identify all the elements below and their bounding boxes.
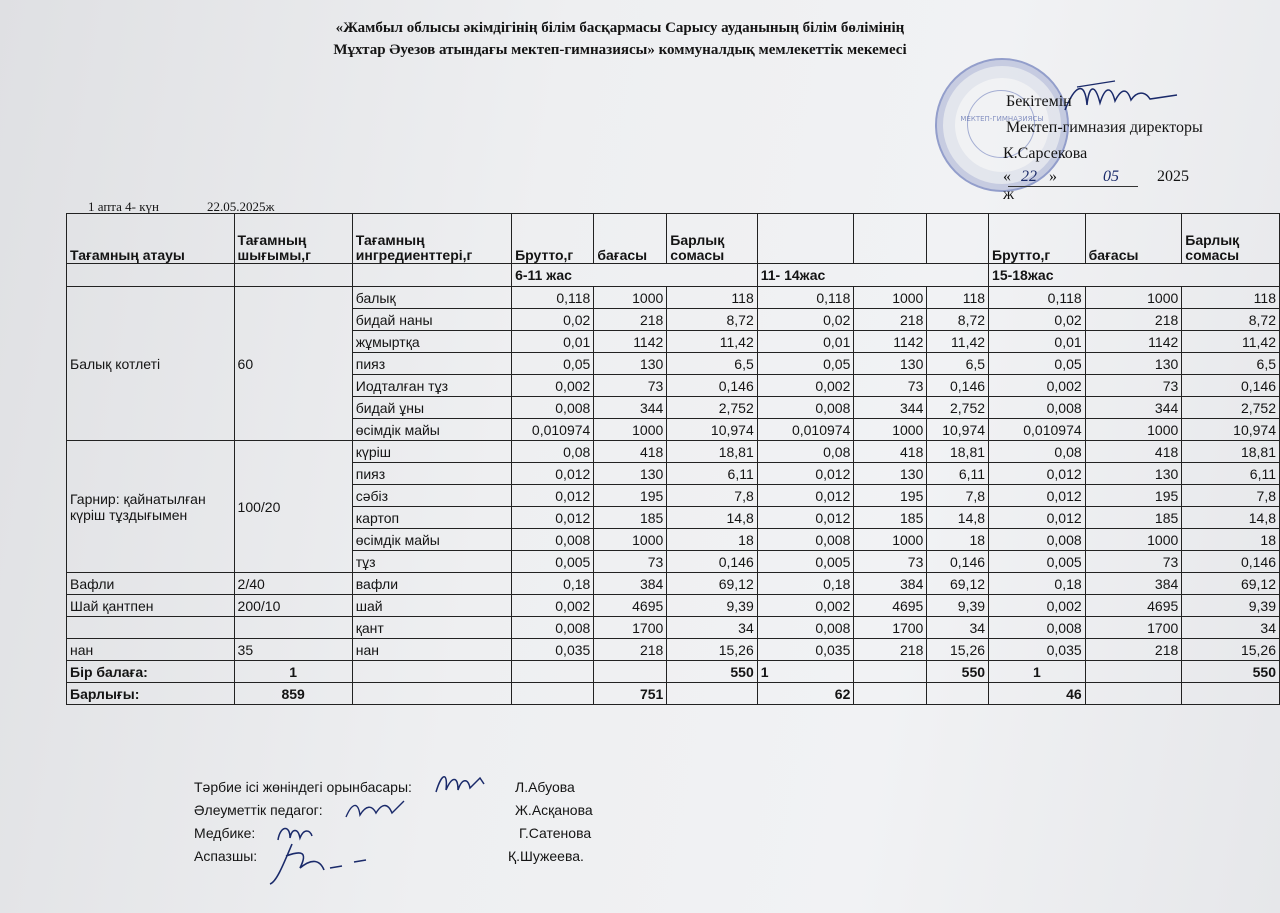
cell-price: 1000 (1085, 419, 1182, 441)
totals-value-1: 751 (594, 683, 667, 705)
cell-total: 11,42 (1182, 331, 1280, 353)
cell-total: 69,12 (1182, 573, 1280, 595)
cell-brutto: 0,012 (757, 463, 854, 485)
header-total-1: Барлық сомасы (667, 214, 757, 264)
date-underline (1008, 186, 1138, 187)
cell-empty (927, 683, 989, 705)
cell-total: 18 (927, 529, 989, 551)
ingredient-name: қант (352, 617, 511, 639)
cell-empty (1182, 683, 1280, 705)
ingredient-name: балық (352, 287, 511, 309)
ingredient-name: тұз (352, 551, 511, 573)
cell-total: 34 (667, 617, 757, 639)
cell-brutto: 0,08 (757, 441, 854, 463)
cell-price: 1142 (854, 331, 927, 353)
cell-brutto: 0,05 (757, 353, 854, 375)
header-price-1: бағасы (594, 214, 667, 264)
cell-brutto: 0,005 (989, 551, 1086, 573)
cell-price: 218 (854, 639, 927, 661)
cell-brutto: 0,002 (989, 595, 1086, 617)
cell-brutto: 0,02 (757, 309, 854, 331)
cell-brutto: 0,01 (989, 331, 1086, 353)
cell-brutto: 0,010974 (512, 419, 594, 441)
cell-empty (512, 661, 594, 683)
cell-price: 418 (594, 441, 667, 463)
cell-price: 384 (594, 573, 667, 595)
dish-output: 200/10 (234, 595, 352, 617)
per-child-count-11-14: 1 (757, 661, 854, 683)
ingredient-name: шай (352, 595, 511, 617)
cell-price: 1142 (1085, 331, 1182, 353)
table-header-row (67, 214, 1280, 264)
cell-price: 130 (854, 353, 927, 375)
cell-total: 118 (1182, 287, 1280, 309)
cell-total: 2,752 (927, 397, 989, 419)
cell-price: 1000 (1085, 529, 1182, 551)
signature-name-social-pedagog: Ж.Асқанова (515, 802, 593, 818)
cell-total: 0,146 (927, 551, 989, 573)
cell-total: 8,72 (1182, 309, 1280, 331)
cell-price: 4695 (854, 595, 927, 617)
cell-brutto: 0,008 (512, 617, 594, 639)
cell-brutto: 0,005 (757, 551, 854, 573)
cell-empty (512, 683, 594, 705)
per-child-label: Бір балаға: (67, 661, 235, 683)
cell-price: 1700 (1085, 617, 1182, 639)
ingredient-name: Иодталған тұз (352, 375, 511, 397)
cell-total: 11,42 (927, 331, 989, 353)
cell-brutto: 0,005 (512, 551, 594, 573)
per-child-count-15-18: 1 (989, 661, 1086, 683)
cell-price: 418 (1085, 441, 1182, 463)
cell-price: 130 (1085, 463, 1182, 485)
cell-total: 18,81 (1182, 441, 1280, 463)
cell-total: 0,146 (1182, 551, 1280, 573)
signature-name-cook: Қ.Шужеева. (508, 848, 584, 864)
cell-brutto: 0,08 (512, 441, 594, 463)
cell-brutto: 0,05 (512, 353, 594, 375)
ingredient-name: пияз (352, 463, 511, 485)
approval-line1: Бекітемін (1006, 93, 1072, 110)
signature-role-social-pedagog: Әлеуметтік педагог: (194, 802, 323, 818)
cell-total: 14,8 (927, 507, 989, 529)
cell-price: 1000 (594, 529, 667, 551)
cell-price: 73 (594, 375, 667, 397)
cell-brutto: 0,008 (757, 529, 854, 551)
cell-brutto: 0,012 (989, 485, 1086, 507)
cell-total: 6,5 (927, 353, 989, 375)
cell-brutto: 0,012 (989, 463, 1086, 485)
age-group-15-18: 15-18жас (989, 264, 1280, 287)
signature-name-nurse: Г.Сатенова (519, 825, 592, 841)
cell-brutto: 0,118 (989, 287, 1086, 309)
cell-total: 6,5 (1182, 353, 1280, 375)
cell-price: 130 (594, 463, 667, 485)
cell-empty (352, 661, 511, 683)
cell-total: 8,72 (667, 309, 757, 331)
cell-brutto: 0,05 (989, 353, 1086, 375)
cell-brutto: 0,012 (512, 485, 594, 507)
cell-total: 18,81 (927, 441, 989, 463)
cell-price: 218 (594, 309, 667, 331)
per-child-count: 1 (234, 661, 352, 683)
approval-director-name: К.Сарсекова (1003, 145, 1088, 162)
per-child-sum-11-14: 550 (927, 661, 989, 683)
cell-total: 9,39 (1182, 595, 1280, 617)
header-empty-1 (757, 214, 854, 264)
cell-total: 118 (927, 287, 989, 309)
ingredient-name: бидай наны (352, 309, 511, 331)
cell-total: 14,8 (1182, 507, 1280, 529)
cell-brutto: 0,002 (512, 595, 594, 617)
cell-total: 18 (667, 529, 757, 551)
age-empty (352, 264, 511, 287)
cell-price: 195 (854, 485, 927, 507)
table-row (67, 573, 1280, 595)
table-row (67, 595, 1280, 617)
cell-total: 6,5 (667, 353, 757, 375)
cell-brutto: 0,002 (989, 375, 1086, 397)
dish-name (67, 617, 235, 639)
cell-price: 130 (1085, 353, 1182, 375)
cell-total: 6,11 (1182, 463, 1280, 485)
header-dish-name: Тағамның атауы (67, 214, 235, 264)
cell-price: 130 (854, 463, 927, 485)
ingredient-name: нан (352, 639, 511, 661)
header-brutto-3: Брутто,г (989, 214, 1086, 264)
cell-price: 418 (854, 441, 927, 463)
age-empty (234, 264, 352, 287)
cell-brutto: 0,002 (757, 375, 854, 397)
cell-total: 0,146 (1182, 375, 1280, 397)
cell-brutto: 0,18 (512, 573, 594, 595)
cell-total: 0,146 (927, 375, 989, 397)
cell-brutto: 0,012 (989, 507, 1086, 529)
cell-price: 1000 (594, 419, 667, 441)
approval-day: 22 (1021, 168, 1037, 185)
cell-price: 384 (1085, 573, 1182, 595)
cell-price: 4695 (1085, 595, 1182, 617)
ingredient-name: картоп (352, 507, 511, 529)
cell-total: 10,974 (927, 419, 989, 441)
cell-empty (667, 683, 757, 705)
totals-value-3: 46 (989, 683, 1086, 705)
cell-price: 1142 (594, 331, 667, 353)
dish-output: 100/20 (234, 441, 352, 573)
cook-signature (262, 838, 372, 888)
cell-price: 185 (854, 507, 927, 529)
table-row (67, 441, 1280, 463)
dish-name: Шай қантпен (67, 595, 235, 617)
cell-empty (854, 661, 927, 683)
cell-total: 69,12 (927, 573, 989, 595)
age-empty (67, 264, 235, 287)
cell-price: 218 (854, 309, 927, 331)
cell-total: 34 (927, 617, 989, 639)
cell-empty (1085, 661, 1182, 683)
cell-price: 1000 (1085, 287, 1182, 309)
cell-total: 0,146 (667, 375, 757, 397)
header-ingredients: Тағамның ингредиенттері,г (352, 214, 511, 264)
cell-price: 1000 (854, 419, 927, 441)
cell-price: 185 (1085, 507, 1182, 529)
cell-brutto: 0,008 (512, 529, 594, 551)
cell-brutto: 0,02 (989, 309, 1086, 331)
cell-total: 15,26 (1182, 639, 1280, 661)
cell-brutto: 0,035 (512, 639, 594, 661)
cell-total: 6,11 (667, 463, 757, 485)
table-row (67, 639, 1280, 661)
age-group-11-14: 11- 14жас (757, 264, 988, 287)
cell-price: 1000 (594, 287, 667, 309)
dish-output: 35 (234, 639, 352, 661)
cell-brutto: 0,118 (512, 287, 594, 309)
cell-total: 7,8 (1182, 485, 1280, 507)
cell-brutto: 0,008 (989, 529, 1086, 551)
cell-price: 195 (1085, 485, 1182, 507)
cell-total: 8,72 (927, 309, 989, 331)
cell-empty (594, 661, 667, 683)
cell-brutto: 0,118 (757, 287, 854, 309)
cell-price: 73 (854, 375, 927, 397)
cell-total: 2,752 (1182, 397, 1280, 419)
ingredient-name: пияз (352, 353, 511, 375)
cell-brutto: 0,010974 (989, 419, 1086, 441)
dish-name: нан (67, 639, 235, 661)
cell-total: 6,11 (927, 463, 989, 485)
cell-price: 1700 (854, 617, 927, 639)
cell-total: 9,39 (927, 595, 989, 617)
signature-role-deputy: Тәрбие ісі жөніндегі орынбасары: (194, 779, 412, 795)
cell-total: 14,8 (667, 507, 757, 529)
dish-output: 2/40 (234, 573, 352, 595)
cell-total: 18,81 (667, 441, 757, 463)
cell-price: 195 (594, 485, 667, 507)
cell-brutto: 0,012 (512, 463, 594, 485)
signature-name-deputy: Л.Абуова (515, 779, 575, 795)
cell-total: 69,12 (667, 573, 757, 595)
cell-brutto: 0,012 (757, 507, 854, 529)
dish-output (234, 617, 352, 639)
cell-brutto: 0,012 (757, 485, 854, 507)
header-output: Тағамның шығымы,г (234, 214, 352, 264)
ingredient-name: бидай ұны (352, 397, 511, 419)
cell-brutto: 0,008 (512, 397, 594, 419)
cell-brutto: 0,008 (757, 397, 854, 419)
director-signature (1055, 75, 1185, 120)
cell-total: 10,974 (667, 419, 757, 441)
approval-position: Мектеп-гимназия директоры (1006, 119, 1203, 136)
cell-brutto: 0,012 (512, 507, 594, 529)
cell-brutto: 0,01 (512, 331, 594, 353)
dish-name: Гарнир: қайнатылған күріш тұздығымен (67, 441, 235, 573)
stamp-text: МЕКТЕП-ГИМНАЗИЯСЫ (960, 115, 1044, 123)
cell-price: 4695 (594, 595, 667, 617)
totals-output: 859 (234, 683, 352, 705)
cell-total: 7,8 (927, 485, 989, 507)
cell-brutto: 0,008 (989, 397, 1086, 419)
ingredient-name: вафли (352, 573, 511, 595)
ingredient-name: жұмыртқа (352, 331, 511, 353)
per-child-sum-6-11: 550 (667, 661, 757, 683)
cell-brutto: 0,002 (512, 375, 594, 397)
cell-total: 9,39 (667, 595, 757, 617)
cell-brutto: 0,01 (757, 331, 854, 353)
per-child-sum-15-18: 550 (1182, 661, 1280, 683)
ingredient-name: өсімдік майы (352, 419, 511, 441)
header-brutto-1: Брутто,г (512, 214, 594, 264)
cell-price: 1700 (594, 617, 667, 639)
institution-title-line2: Мұхтар Әуезов атындағы мектеп-гимназиясы» коммуналдық мемлекеттік мекемесі (333, 42, 907, 58)
totals-label: Барлығы: (67, 683, 235, 705)
cell-price: 344 (594, 397, 667, 419)
social-pedagog-signature (342, 795, 412, 825)
cell-total: 34 (1182, 617, 1280, 639)
menu-table (66, 213, 1280, 705)
institution-title-line1: «Жамбыл облысы әкімдігінің білім басқармасы Сарысу ауданының білім бөлімінің (335, 20, 905, 36)
cell-brutto: 0,18 (989, 573, 1086, 595)
table-row (67, 617, 1280, 639)
cell-brutto: 0,008 (757, 617, 854, 639)
cell-price: 384 (854, 573, 927, 595)
totals-value-2: 62 (757, 683, 854, 705)
ingredient-name: күріш (352, 441, 511, 463)
age-group-6-11: 6-11 жас (512, 264, 758, 287)
cell-total: 0,146 (667, 551, 757, 573)
cell-price: 344 (854, 397, 927, 419)
table-row (67, 287, 1280, 309)
week-day-label: 1 апта 4- күн (88, 199, 160, 214)
cell-price: 185 (594, 507, 667, 529)
cell-price: 218 (1085, 309, 1182, 331)
cell-price: 1000 (854, 287, 927, 309)
signature-role-cook: Аспазшы: (194, 848, 258, 864)
header-empty-3 (927, 214, 989, 264)
cell-price: 73 (854, 551, 927, 573)
cell-brutto: 0,035 (989, 639, 1086, 661)
header-empty-2 (854, 214, 927, 264)
dish-name: Вафли (67, 573, 235, 595)
cell-total: 118 (667, 287, 757, 309)
cell-price: 130 (594, 353, 667, 375)
header-total-3: Барлық сомасы (1182, 214, 1280, 264)
cell-total: 7,8 (667, 485, 757, 507)
cell-brutto: 0,18 (757, 573, 854, 595)
cell-total: 10,974 (1182, 419, 1280, 441)
approval-month: 05 (1103, 168, 1119, 185)
dish-output: 60 (234, 287, 352, 441)
signature-role-nurse: Медбике: (194, 825, 256, 841)
cell-brutto: 0,08 (989, 441, 1086, 463)
cell-brutto: 0,02 (512, 309, 594, 331)
cell-empty (352, 683, 511, 705)
header-price-3: бағасы (1085, 214, 1182, 264)
cell-empty (1085, 683, 1182, 705)
cell-price: 1000 (854, 529, 927, 551)
deputy-signature (432, 768, 502, 798)
dish-name: Балық котлеті (67, 287, 235, 441)
cell-price: 218 (1085, 639, 1182, 661)
per-child-row (67, 661, 1280, 683)
cell-price: 73 (1085, 551, 1182, 573)
cell-price: 344 (1085, 397, 1182, 419)
cell-total: 2,752 (667, 397, 757, 419)
cell-brutto: 0,008 (989, 617, 1086, 639)
cell-price: 218 (594, 639, 667, 661)
cell-empty (854, 683, 927, 705)
ingredient-name: өсімдік майы (352, 529, 511, 551)
cell-brutto: 0,010974 (757, 419, 854, 441)
cell-total: 15,26 (927, 639, 989, 661)
approval-year: 2025 ж (1003, 168, 1189, 203)
menu-date: 22.05.2025ж (207, 199, 275, 214)
cell-price: 73 (1085, 375, 1182, 397)
cell-total: 18 (1182, 529, 1280, 551)
ingredient-name: сәбіз (352, 485, 511, 507)
totals-row (67, 683, 1280, 705)
approval-date-open: « (1003, 168, 1011, 185)
cell-brutto: 0,035 (757, 639, 854, 661)
age-group-row (67, 264, 1280, 287)
approval-date-close: » (1049, 168, 1057, 185)
cell-brutto: 0,002 (757, 595, 854, 617)
cell-total: 15,26 (667, 639, 757, 661)
cell-total: 11,42 (667, 331, 757, 353)
cell-price: 73 (594, 551, 667, 573)
